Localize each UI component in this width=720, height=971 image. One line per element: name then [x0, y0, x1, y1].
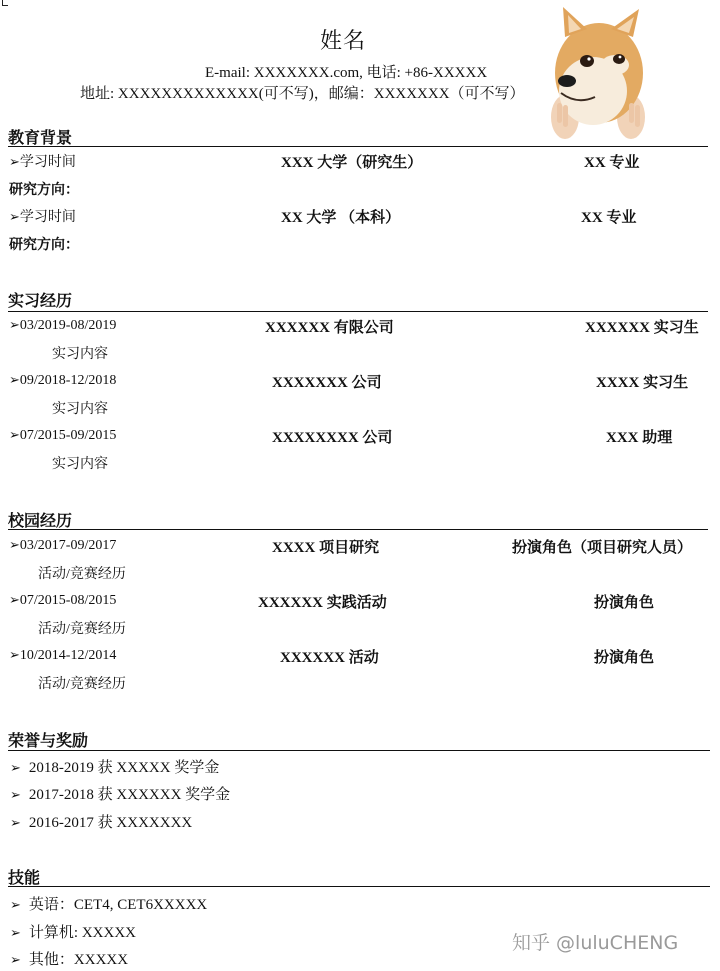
bullet-arrow-icon: ➢	[10, 815, 21, 830]
education-school: XXX 大学（研究生）	[281, 155, 423, 171]
campus-date: ➢10/2014-12/2014	[9, 647, 117, 663]
internship-role: XXXX 实习生	[596, 375, 689, 391]
section-divider	[8, 886, 710, 887]
internship-content: 实习内容	[52, 457, 108, 472]
campus-content: 活动/竞赛经历	[38, 567, 126, 582]
honor-item: ➢ 2018-2019 获 XXXXX 奖学金	[10, 760, 220, 776]
section-title-campus: 校园经历	[8, 513, 73, 530]
campus-role: 扮演角色	[594, 595, 655, 611]
campus-date: ➢03/2017-09/2017	[9, 537, 117, 553]
section-divider	[8, 146, 708, 147]
bullet-arrow-icon: ➢	[10, 760, 21, 775]
campus-activity: XXXXXX 实践活动	[258, 595, 387, 611]
education-major: XX 专业	[581, 210, 637, 226]
campus-content: 活动/竞赛经历	[38, 622, 126, 637]
research-direction: 研究方向：	[9, 183, 79, 198]
education-school: XX 大学 （本科）	[281, 210, 401, 226]
bullet-arrow-icon: ➢	[10, 787, 21, 802]
internship-role: XXXXXX 实习生	[585, 320, 699, 336]
internship-company: XXXXXXXX 公司	[272, 430, 393, 446]
education-major: XX 专业	[584, 155, 640, 171]
skill-item: ➢ 计算机: XXXXX	[10, 925, 136, 941]
contact-line: E-mail: XXXXXXX.com, 电话: +86-XXXXX	[205, 65, 488, 81]
internship-date: ➢03/2019-08/2019	[9, 317, 117, 333]
bullet-arrow-icon: ➢	[9, 317, 20, 332]
section-divider	[8, 750, 710, 751]
campus-role: 扮演角色（项目研究人员）	[512, 540, 693, 556]
campus-role: 扮演角色	[594, 650, 655, 666]
address-line: 地址: XXXXXXXXXXXXX(可不写)，邮编：XXXXXXX（可不写）	[80, 86, 525, 102]
skill-item: ➢ 英语：CET4, CET6XXXXX	[10, 897, 208, 913]
bullet-arrow-icon: ➢	[10, 897, 21, 912]
skill-item: ➢ 其他：XXXXX	[10, 952, 129, 968]
campus-activity: XXXXXX 活动	[280, 650, 379, 666]
internship-company: XXXXXXX 公司	[272, 375, 382, 391]
section-title-internship: 实习经历	[8, 293, 73, 310]
internship-company: XXXXXX 有限公司	[265, 320, 394, 336]
research-direction: 研究方向：	[9, 238, 79, 253]
bullet-arrow-icon: ➢	[10, 925, 21, 940]
bullet-arrow-icon: ➢	[9, 592, 20, 607]
campus-activity: XXXX 项目研究	[272, 540, 380, 556]
honor-item: ➢ 2017-2018 获 XXXXXX 奖学金	[10, 787, 231, 803]
internship-content: 实习内容	[52, 347, 108, 362]
internship-date: ➢09/2018-12/2018	[9, 372, 117, 388]
bullet-arrow-icon: ➢	[9, 427, 20, 442]
section-title-education: 教育背景	[8, 130, 73, 147]
section-divider	[8, 311, 708, 312]
campus-content: 活动/竞赛经历	[38, 677, 126, 692]
section-title-honors: 荣誉与奖励	[8, 733, 89, 750]
section-divider	[8, 529, 708, 530]
bullet-arrow-icon: ➢	[10, 952, 21, 967]
education-time: ➢学习时间	[9, 154, 76, 170]
resume-name: 姓名	[320, 28, 367, 53]
page-corner-mark	[2, 0, 8, 6]
bullet-arrow-icon: ➢	[9, 537, 20, 552]
honor-item: ➢ 2016-2017 获 XXXXXXX	[10, 815, 193, 831]
bullet-arrow-icon: ➢	[9, 647, 20, 662]
internship-date: ➢07/2015-09/2015	[9, 427, 117, 443]
watermark: 知乎 @luluCHENG	[512, 932, 679, 954]
education-time: ➢学习时间	[9, 209, 76, 225]
internship-content: 实习内容	[52, 402, 108, 417]
profile-photo	[543, 5, 655, 140]
bullet-arrow-icon: ➢	[9, 372, 20, 387]
internship-role: XXX 助理	[606, 430, 673, 446]
section-title-skills: 技能	[8, 870, 41, 887]
bullet-arrow-icon: ➢	[9, 209, 20, 224]
campus-date: ➢07/2015-08/2015	[9, 592, 117, 608]
bullet-arrow-icon: ➢	[9, 154, 20, 169]
